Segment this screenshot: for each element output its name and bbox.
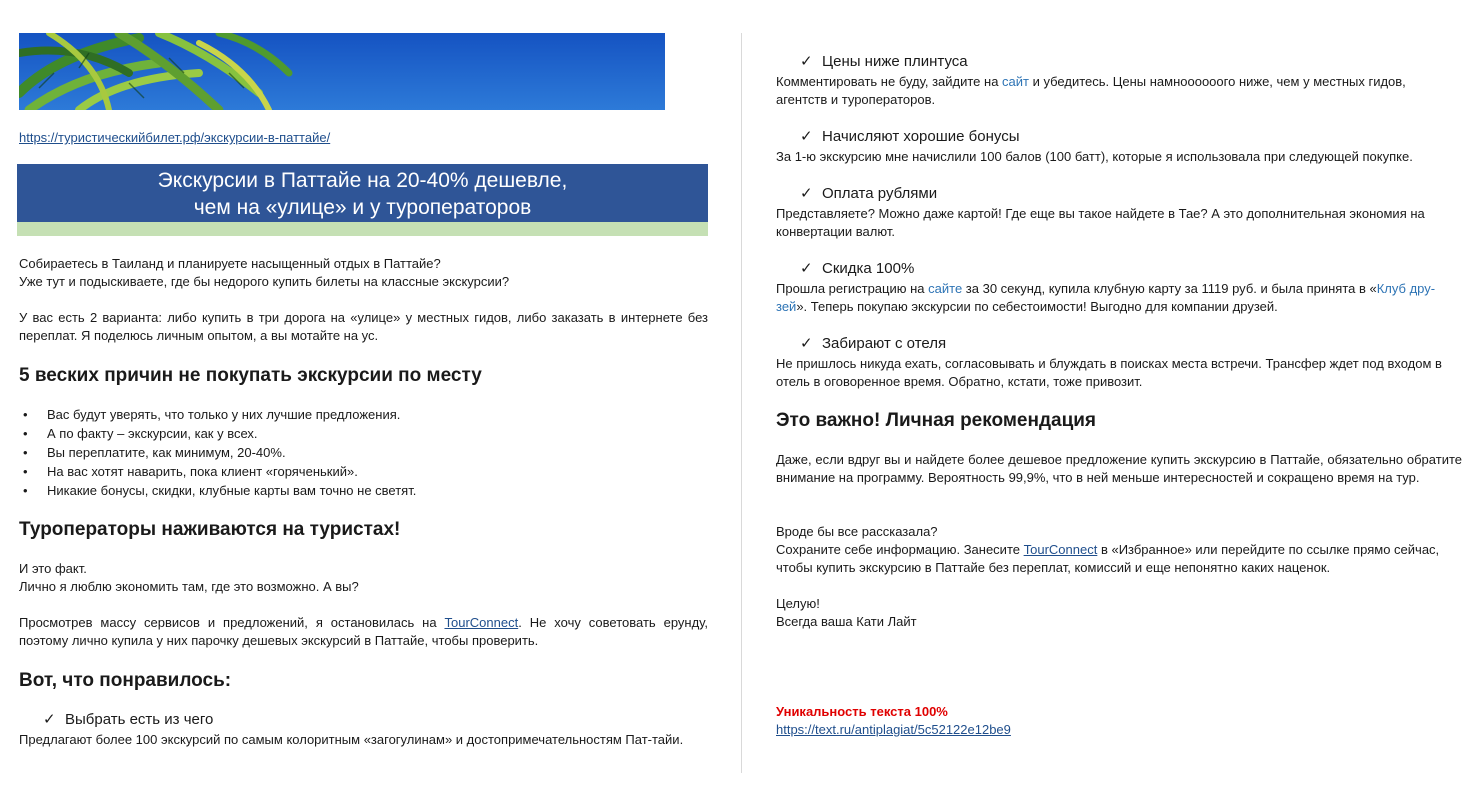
check-icon: ✓ bbox=[800, 53, 813, 70]
told-line-1: Вроде бы все рассказала? bbox=[776, 524, 938, 539]
check-icon: ✓ bbox=[800, 335, 813, 352]
title-line-2: чем на «улице» и у туроператоров bbox=[193, 196, 532, 219]
intro-line-1: Собираетесь в Таиланд и планируете насыщенный отдых в Паттайе? bbox=[19, 256, 441, 271]
site-link[interactable]: сайт bbox=[1002, 74, 1029, 89]
heading-operators: Туроператоры наживаются на туристах! bbox=[19, 519, 401, 540]
fact-line-1: И это факт. bbox=[19, 561, 87, 576]
column-divider bbox=[741, 33, 742, 773]
top-link[interactable] bbox=[19, 129, 708, 147]
uniqueness-link[interactable]: https://text.ru/antiplagiat/5c52122e12be9 bbox=[776, 722, 1011, 737]
intro-paragraph: У вас есть 2 варианта: либо купить в три дорога на «улице» у местных гидов, либо заказать в интернете без переплат. Я поделюсь личным опытом, а вы мотайте на ус. bbox=[19, 310, 708, 343]
check-item-bonuses: ✓ Начисляют хорошие бонусы bbox=[800, 128, 1020, 145]
goodbye-line-1: Целую! bbox=[776, 596, 820, 611]
title-accent-strip bbox=[17, 222, 708, 236]
top-link-text[interactable]: https://туристическийбилет.рф/экскурсии-в-паттайе/ bbox=[19, 130, 331, 145]
check-icon: ✓ bbox=[43, 711, 56, 728]
check-item-discount: ✓ Скидка 100% bbox=[800, 260, 915, 277]
told-paragraph: Сохраните себе информацию. Занесите TourConnect в «Избранное» или перейдите по ссылке прямо сейчас, чтобы купить экскурсию в Паттайе без переплат, комиссий и еще непонятно каких наценок. bbox=[776, 542, 1440, 575]
check-icon: ✓ bbox=[800, 260, 813, 277]
bullet-icon: • bbox=[23, 483, 28, 498]
check-rubles-text: Представляете? Можно даже картой! Где еще вы такое найдете в Тае? А это дополнительная экономия на конвертации валют. bbox=[776, 206, 1425, 239]
bullet-icon: • bbox=[23, 407, 28, 422]
bullet-icon: • bbox=[23, 445, 28, 460]
heading-important: Это важно! Личная рекомендация bbox=[776, 410, 1097, 431]
title-banner bbox=[17, 164, 708, 222]
left-column bbox=[19, 0, 708, 793]
uniqueness-label: Уникальность текста 100% bbox=[776, 704, 948, 719]
important-paragraph: Даже, если вдруг вы и найдете более дешевое предложение купить экскурсию в Паттайе, обязательно обратите внимание на программу. Вероятность 99,9%, что в ней меньше интересностей и сокращено время на тур. bbox=[776, 452, 1462, 485]
check-icon: ✓ bbox=[800, 185, 813, 202]
bullet-item: • На вас хотят наварить, пока клиент «горяченький». bbox=[23, 464, 358, 479]
bullet-item: • Вы переплатите, как минимум, 20-40%. bbox=[23, 445, 286, 460]
check-prices-text: Комментировать не буду, зайдите на сайт и убедитесь. Цены намноооооого ниже, чем у местных гидов, агентств и туроператоров. bbox=[776, 74, 1406, 107]
check-icon: ✓ bbox=[800, 128, 813, 145]
right-column bbox=[776, 0, 1462, 793]
bullet-item: • Вас будут уверять, что только у них лучшие предложения. bbox=[23, 407, 401, 422]
bullet-icon: • bbox=[23, 426, 28, 441]
friends-club-link[interactable]: Клуб дру-зей bbox=[776, 281, 1436, 314]
signature: Всегда ваша Кати Лайт bbox=[776, 614, 917, 629]
check-item-choice: ✓ Выбрать есть из чего bbox=[43, 711, 214, 728]
check-choice-text: Предлагают более 100 экскурсий по самым колоритным «загогулинам» и достопримечательностям Пат-тайи. bbox=[19, 732, 684, 747]
site-link-2[interactable]: сайте bbox=[928, 281, 963, 296]
check-item-prices: ✓ Цены ниже плинтуса bbox=[800, 53, 968, 70]
bullet-item: • Никакие бонусы, скидки, клубные карты вам точно не светят. bbox=[23, 483, 417, 498]
check-bonuses-text: За 1-ю экскурсию мне начислили 100 балов (100 батт), которые я использовала при следующей покупке. bbox=[776, 149, 1413, 164]
heading-liked: Вот, что понравилось: bbox=[19, 670, 232, 691]
check-item-hotel: ✓ Забирают с отеля bbox=[800, 335, 947, 352]
tourconnect-link-2[interactable]: TourConnect bbox=[1023, 542, 1098, 557]
tourconnect-link[interactable]: TourConnect bbox=[444, 615, 519, 630]
check-hotel-text: Не пришлось никуда ехать, согласовывать и блуждать в поисках места встречи. Трансфер ждет под входом в отель в оговоренное время. Обратно, кстати, тоже привозит. bbox=[776, 356, 1442, 389]
fact-line-2: Лично я люблю экономить там, где это возможно. А вы? bbox=[19, 579, 359, 594]
check-discount-text: Прошла регистрацию на сайте за 30 секунд, купила клубную карту за 1119 руб. и была принята в «Клуб дру-зей». Теперь покупаю экскурсии по себестоимости! Выгодно для компании друзей. bbox=[776, 281, 1436, 314]
review-paragraph: Просмотрев массу сервисов и предложений, я остановилась на TourConnect. Не хочу советовать ерунду, поэтому лично купила у них парочку дешевых экскурсий в Паттайе, чтобы проверить. bbox=[19, 615, 708, 648]
intro-line-2: Уже тут и подыскиваете, где бы недорого купить билеты на классные экскурсии? bbox=[19, 274, 510, 289]
title-line-1: Экскурсии в Паттайе на 20-40% дешевле, bbox=[157, 169, 568, 192]
check-item-rubles: ✓ Оплата рублями bbox=[800, 185, 938, 202]
heading-reasons: 5 веских причин не покупать экскурсии по месту bbox=[19, 365, 482, 386]
bullet-item: • А по факту – экскурсии, как у всех. bbox=[23, 426, 258, 441]
bullet-icon: • bbox=[23, 464, 28, 479]
